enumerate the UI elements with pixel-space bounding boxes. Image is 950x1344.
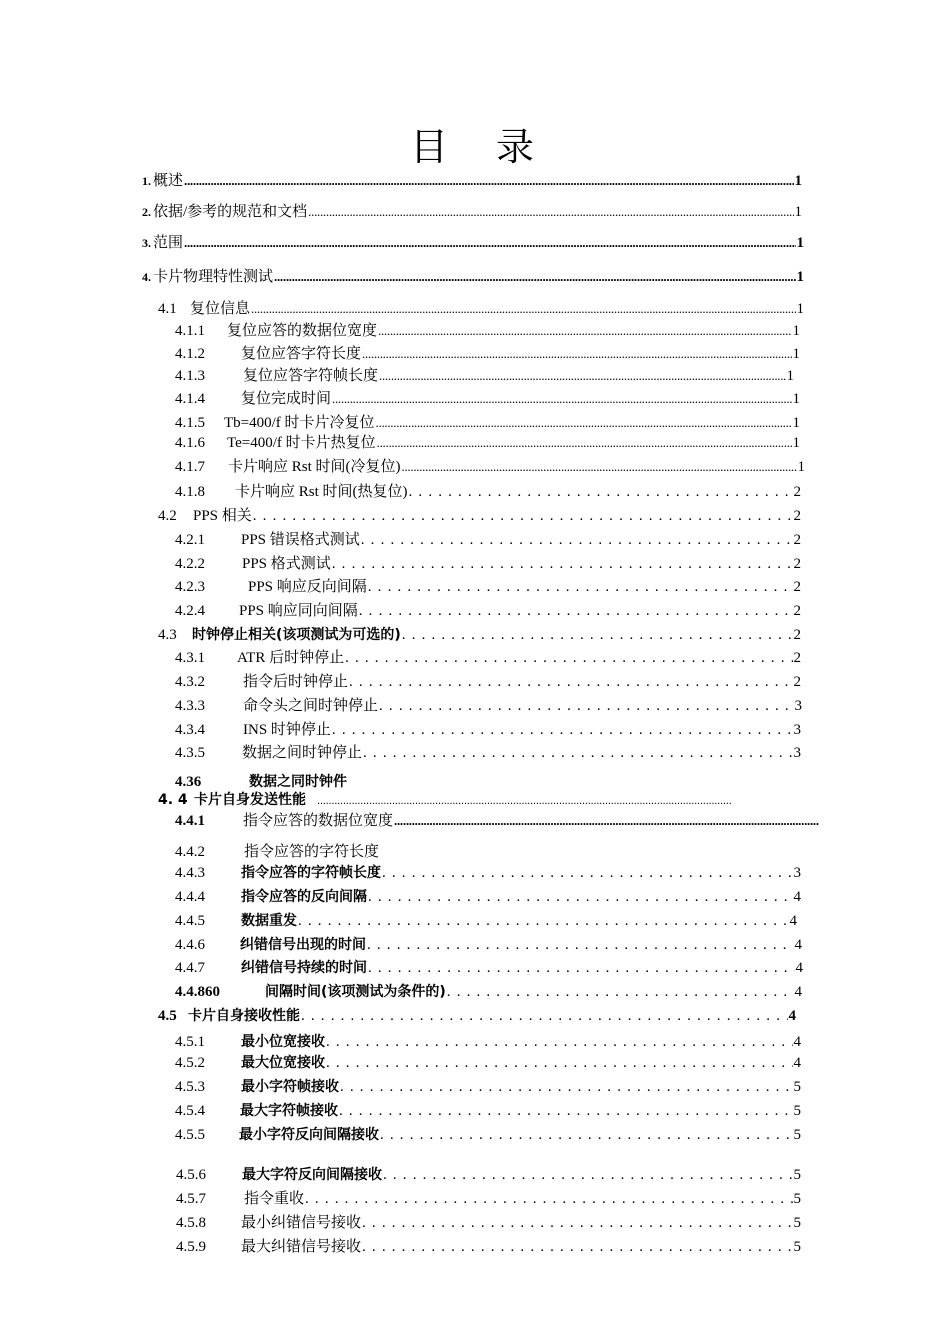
toc-entry[interactable] bbox=[175, 862, 801, 884]
toc-entry-label: ATR 后时钟停止 bbox=[237, 650, 345, 666]
dot-leader bbox=[251, 298, 795, 320]
toc-entry[interactable] bbox=[175, 1076, 801, 1098]
toc-entry-page: 4 bbox=[788, 1008, 796, 1024]
toc-entry[interactable] bbox=[142, 201, 802, 223]
toc-entry-number: 4.3.2 bbox=[175, 674, 205, 690]
toc-entry-number: 4.2.4 bbox=[175, 603, 205, 619]
toc-entry-page: 3 bbox=[794, 698, 802, 714]
dot-leader bbox=[363, 742, 792, 764]
toc-entry-number: 4.5.8 bbox=[176, 1215, 206, 1231]
dot-leader bbox=[349, 671, 792, 693]
toc-entry-page: 2 bbox=[793, 508, 801, 524]
dot-leader bbox=[359, 600, 793, 622]
toc-entry-label: PPS 响应同向间隔 bbox=[239, 603, 358, 619]
toc-entry-number: 4.5.3 bbox=[175, 1079, 205, 1095]
toc-entry-number: 4. bbox=[142, 270, 151, 284]
toc-entry-page: 4 bbox=[794, 984, 802, 1000]
dot-leader bbox=[308, 201, 793, 223]
toc-entry-page: 4 bbox=[794, 937, 802, 953]
toc-entry-page: 1 bbox=[796, 301, 804, 317]
toc-entry-number: 4.2 bbox=[158, 508, 177, 524]
toc-entry-number: 4.3.3 bbox=[175, 698, 205, 714]
toc-entry-label: 卡片响应 Rst 时间(冷复位) bbox=[228, 459, 401, 475]
toc-entry-number: 4.5.7 bbox=[176, 1191, 206, 1207]
toc-entry[interactable] bbox=[158, 505, 801, 527]
toc-entry-page: 1 bbox=[792, 435, 800, 451]
toc-entry-number: 4.4.6 bbox=[175, 937, 205, 953]
toc-entry-label: PPS 格式测试 bbox=[242, 556, 331, 572]
toc-entry-label: INS 时钟停止 bbox=[243, 722, 331, 738]
dot-leader bbox=[332, 553, 793, 575]
dot-leader bbox=[274, 266, 795, 288]
toc-entry[interactable] bbox=[175, 1031, 801, 1053]
dot-leader bbox=[394, 810, 819, 832]
dot-leader bbox=[368, 886, 793, 908]
toc-entry-label: 命令头之间时钟停止 bbox=[243, 698, 379, 714]
toc-entry-number: 4.2.3 bbox=[175, 579, 205, 595]
toc-entry[interactable] bbox=[142, 266, 804, 288]
toc-entry[interactable] bbox=[175, 365, 794, 387]
toc-entry[interactable] bbox=[142, 232, 804, 254]
toc-entry-page: 2 bbox=[793, 627, 801, 643]
dot-leader bbox=[345, 647, 792, 669]
dot-leader bbox=[339, 1100, 793, 1122]
toc-entry[interactable] bbox=[175, 1052, 801, 1074]
toc-entry-number: 4.5.1 bbox=[175, 1034, 205, 1050]
dot-leader bbox=[402, 624, 793, 646]
toc-entry-number: 3. bbox=[142, 236, 151, 250]
toc-entry-page: 1 bbox=[794, 173, 802, 189]
toc-entry-page: 2 bbox=[793, 674, 801, 690]
toc-entry[interactable] bbox=[175, 388, 800, 410]
toc-entry-number: 4.1.1 bbox=[175, 323, 205, 339]
toc-entry[interactable] bbox=[175, 934, 802, 956]
toc-entry-number: 4.1.6 bbox=[175, 435, 205, 451]
dot-leader bbox=[305, 1188, 792, 1210]
toc-entry[interactable] bbox=[175, 742, 801, 764]
toc-entry[interactable] bbox=[158, 298, 804, 320]
toc-entry-page: 5 bbox=[793, 1167, 801, 1183]
dot-leader bbox=[362, 1236, 792, 1258]
toc-entry-label: 复位应答字符帧长度 bbox=[243, 368, 379, 384]
toc-entry-label: 最大位宽接收 bbox=[241, 1055, 325, 1071]
toc-entry[interactable] bbox=[175, 412, 800, 434]
toc-entry-label: 概述 bbox=[153, 173, 184, 189]
toc-entry-label: 最小字符反向间隔接收 bbox=[239, 1127, 379, 1143]
toc-entry-page: 3 bbox=[793, 722, 801, 738]
toc-entry[interactable] bbox=[175, 695, 802, 717]
toc-entry-label: 复位应答的数据位宽度 bbox=[227, 323, 378, 339]
toc-entry-label: 依据/参考的规范和文档 bbox=[153, 204, 308, 220]
toc-entry-page: 3 bbox=[793, 865, 801, 881]
toc-entry-page: 1 bbox=[794, 204, 802, 220]
toc-entry-label: 指令应答的字符长度 bbox=[244, 844, 380, 860]
dot-leader bbox=[332, 719, 793, 741]
dot-leader bbox=[380, 1124, 793, 1146]
dot-leader bbox=[326, 1031, 793, 1053]
toc-entry-page: 3 bbox=[793, 745, 801, 761]
dot-leader bbox=[184, 232, 795, 254]
dot-leader bbox=[298, 910, 789, 932]
dot-leader bbox=[379, 365, 785, 387]
toc-entry-number: 4.4.5 bbox=[175, 913, 205, 929]
toc-entry-number: 4.3.1 bbox=[175, 650, 205, 666]
toc-entry-number: 4.3 bbox=[158, 627, 177, 643]
toc-entry-number: 4.5.6 bbox=[176, 1167, 206, 1183]
toc-entry-label: 指令后时钟停止 bbox=[243, 674, 349, 690]
toc-entry-number: 4.4.7 bbox=[175, 960, 205, 976]
toc-entry-label: 纠错信号持续的时间 bbox=[241, 960, 367, 976]
toc-entry[interactable] bbox=[158, 624, 801, 646]
toc-entry[interactable] bbox=[175, 600, 801, 622]
toc-entry-number: 4.4.4 bbox=[175, 889, 205, 905]
toc-entry-label: 最大字符反向间隔接收 bbox=[242, 1167, 382, 1183]
toc-entry-number: 4.5.9 bbox=[176, 1239, 206, 1255]
page-title: 目 录 bbox=[409, 125, 553, 169]
toc-entry-label: 指令应答的数据位宽度 bbox=[243, 813, 394, 829]
toc-entry-label: 最小纠错信号接收 bbox=[241, 1215, 362, 1231]
toc-entry-number: 4.5.5 bbox=[175, 1127, 205, 1143]
toc-entry-number: 4.4.1 bbox=[175, 813, 205, 829]
toc-entry-number: 4.1.5 bbox=[175, 415, 205, 431]
toc-entry-number: 4.36 bbox=[175, 774, 202, 790]
toc-entry[interactable] bbox=[158, 1005, 796, 1027]
toc-entry-page: 2 bbox=[793, 650, 801, 666]
dot-leader bbox=[447, 981, 794, 1003]
toc-entry-number: 4.5.4 bbox=[175, 1103, 205, 1119]
toc-entry[interactable] bbox=[175, 841, 379, 863]
toc-entry-label: 间隔时间(该项测试为条件的) bbox=[265, 984, 446, 1000]
toc-entry-number: 4.2.2 bbox=[175, 556, 205, 572]
toc-entry-label: 卡片响应 Rst 时间(热复位) bbox=[235, 484, 408, 500]
toc-entry-number: 4.2.1 bbox=[175, 532, 205, 548]
toc-entry-page: 5 bbox=[793, 1239, 801, 1255]
toc-entry-page: 5 bbox=[793, 1191, 801, 1207]
dot-leader bbox=[378, 320, 791, 342]
toc-entry-label: 最小字符帧接收 bbox=[241, 1079, 339, 1095]
dot-leader bbox=[367, 934, 794, 956]
toc-entry[interactable] bbox=[176, 1188, 801, 1210]
dot-leader bbox=[377, 432, 792, 454]
toc-entry-label: 最小位宽接收 bbox=[241, 1034, 325, 1050]
toc-entry[interactable] bbox=[175, 1100, 801, 1122]
dot-leader bbox=[382, 862, 793, 884]
toc-entry-number: 4.4.2 bbox=[175, 844, 205, 860]
toc-entry-page: 4 bbox=[793, 889, 801, 905]
dot-leader bbox=[184, 170, 793, 192]
toc-entry[interactable] bbox=[175, 553, 801, 575]
toc-entry-label: Te=400/f 时卡片热复位 bbox=[227, 435, 376, 451]
dot-leader bbox=[340, 1076, 793, 1098]
dot-leader bbox=[253, 505, 793, 527]
toc-entry-page: 2 bbox=[793, 484, 801, 500]
dot-leader bbox=[362, 343, 791, 365]
toc-entry-page: 1 bbox=[792, 391, 800, 407]
toc-entry-page: 4 bbox=[789, 913, 797, 929]
toc-entry[interactable] bbox=[175, 719, 801, 741]
dot-leader bbox=[383, 1164, 793, 1186]
toc-entry-page: 1 bbox=[792, 346, 800, 362]
toc-entry-number: 1. bbox=[142, 174, 151, 188]
toc-entry-number: 4.1.7 bbox=[175, 459, 205, 475]
toc-entry-label: 卡片物理特性测试 bbox=[153, 269, 274, 285]
toc-entry-page: 1 bbox=[792, 415, 800, 431]
toc-entry[interactable] bbox=[175, 481, 801, 503]
toc-entry[interactable] bbox=[158, 789, 732, 811]
toc-entry-label: PPS 错误格式测试 bbox=[241, 532, 360, 548]
toc-entry[interactable] bbox=[176, 1164, 801, 1186]
toc-entry-label: 指令应答的反向间隔 bbox=[241, 889, 367, 905]
toc-entry-label: 时钟停止相关(该项测试为可选的) bbox=[192, 627, 401, 643]
toc-entry-label: 范围 bbox=[153, 235, 184, 251]
toc-entry-label: 卡片自身接收性能 bbox=[188, 1008, 300, 1024]
toc-entry-label: 纠错信号出现的时间 bbox=[240, 937, 366, 953]
toc-entry-number: 4.5.2 bbox=[175, 1055, 205, 1071]
toc-entry-number: 4.1 bbox=[158, 301, 177, 317]
toc-entry-number: 4.3.4 bbox=[175, 722, 205, 738]
toc-entry-label: 复位应答字符长度 bbox=[241, 346, 362, 362]
toc-entry-page: 1 bbox=[797, 459, 805, 475]
dot-leader bbox=[368, 957, 795, 979]
toc-entry-label: 数据之间时钟停止 bbox=[242, 745, 363, 761]
dot-leader bbox=[376, 412, 792, 434]
toc-entry-label: 最大字符帧接收 bbox=[240, 1103, 338, 1119]
toc-entry-label: 复位信息 bbox=[190, 301, 251, 317]
toc-entry-number: 4.1.8 bbox=[175, 484, 205, 500]
toc-entry-page: 4 bbox=[795, 960, 803, 976]
toc-entry-page: 2 bbox=[793, 603, 801, 619]
dot-leader bbox=[402, 456, 797, 478]
toc-entry-label: PPS 响应反向间隔 bbox=[248, 579, 367, 595]
toc-entry[interactable] bbox=[175, 886, 801, 908]
toc-entry[interactable] bbox=[175, 432, 800, 454]
toc-entry[interactable] bbox=[175, 1124, 801, 1146]
dot-leader bbox=[332, 388, 791, 410]
toc-entry-number: 4.4.860 bbox=[175, 984, 220, 1000]
toc-entry-page: 1 bbox=[796, 235, 804, 251]
dot-leader bbox=[301, 1005, 788, 1027]
dot-leader bbox=[326, 1052, 793, 1074]
toc-entry-label: 指令重收 bbox=[244, 1191, 305, 1207]
toc-entry[interactable] bbox=[175, 529, 801, 551]
toc-entry-number: 4.1.4 bbox=[175, 391, 205, 407]
toc-entry[interactable] bbox=[175, 810, 820, 832]
toc-entry-page: 5 bbox=[793, 1103, 801, 1119]
toc-entry-page: 1 bbox=[786, 368, 794, 384]
toc-entry-page: 5 bbox=[793, 1079, 801, 1095]
toc-entry[interactable] bbox=[176, 1212, 801, 1234]
toc-entry[interactable] bbox=[175, 671, 801, 693]
dot-leader bbox=[379, 695, 793, 717]
toc-entry-label: 数据重发 bbox=[241, 913, 297, 929]
toc-entry-page: 2 bbox=[793, 579, 801, 595]
toc-entry[interactable] bbox=[175, 320, 800, 342]
dot-leader bbox=[361, 529, 793, 551]
toc-entry-number: 4.5 bbox=[158, 1008, 177, 1024]
toc-entry-number: 4.1.2 bbox=[175, 346, 205, 362]
toc-entry[interactable] bbox=[142, 170, 802, 192]
toc-entry[interactable] bbox=[175, 981, 802, 1003]
toc-entry-page: 1 bbox=[792, 323, 800, 339]
toc-entry-page: 1 bbox=[796, 269, 804, 285]
toc-entry-page: 5 bbox=[793, 1127, 801, 1143]
toc-entry-number: 4.3.5 bbox=[175, 745, 205, 761]
toc-entry-label: 数据之同时钟件 bbox=[249, 774, 347, 790]
toc-entry[interactable] bbox=[175, 957, 803, 979]
dot-leader bbox=[362, 1212, 792, 1234]
toc-entry[interactable] bbox=[176, 1236, 801, 1258]
toc-entry-page: 5 bbox=[793, 1215, 801, 1231]
toc-entry-number: 4.1.3 bbox=[175, 368, 205, 384]
toc-entry[interactable] bbox=[175, 456, 805, 478]
toc-entry-page: 4 bbox=[793, 1055, 801, 1071]
dot-leader bbox=[409, 481, 793, 503]
toc-entry-label: 最大纠错信号接收 bbox=[241, 1239, 362, 1255]
toc-entry-page: 2 bbox=[793, 556, 801, 572]
toc-entry-number: 4. 4 bbox=[158, 792, 188, 808]
toc-entry-number: 2. bbox=[142, 205, 151, 219]
toc-entry[interactable] bbox=[175, 343, 800, 365]
toc-entry-label: 卡片自身发送性能 bbox=[194, 792, 306, 808]
toc-entry[interactable] bbox=[175, 647, 801, 669]
toc-entry[interactable] bbox=[175, 576, 801, 598]
toc-entry-number: 4.4.3 bbox=[175, 865, 205, 881]
toc-entry-label: PPS 相关 bbox=[193, 508, 252, 524]
toc-entry[interactable] bbox=[175, 910, 797, 932]
toc-entry-page: 4 bbox=[793, 1034, 801, 1050]
toc-entry-label: 复位完成时间 bbox=[241, 391, 332, 407]
toc-entry-page: 2 bbox=[793, 532, 801, 548]
toc-entry-label: 指令应答的字符帧长度 bbox=[241, 865, 381, 881]
dot-leader bbox=[368, 576, 793, 598]
toc-entry-label: Tb=400/f 时卡片冷复位 bbox=[224, 415, 375, 431]
